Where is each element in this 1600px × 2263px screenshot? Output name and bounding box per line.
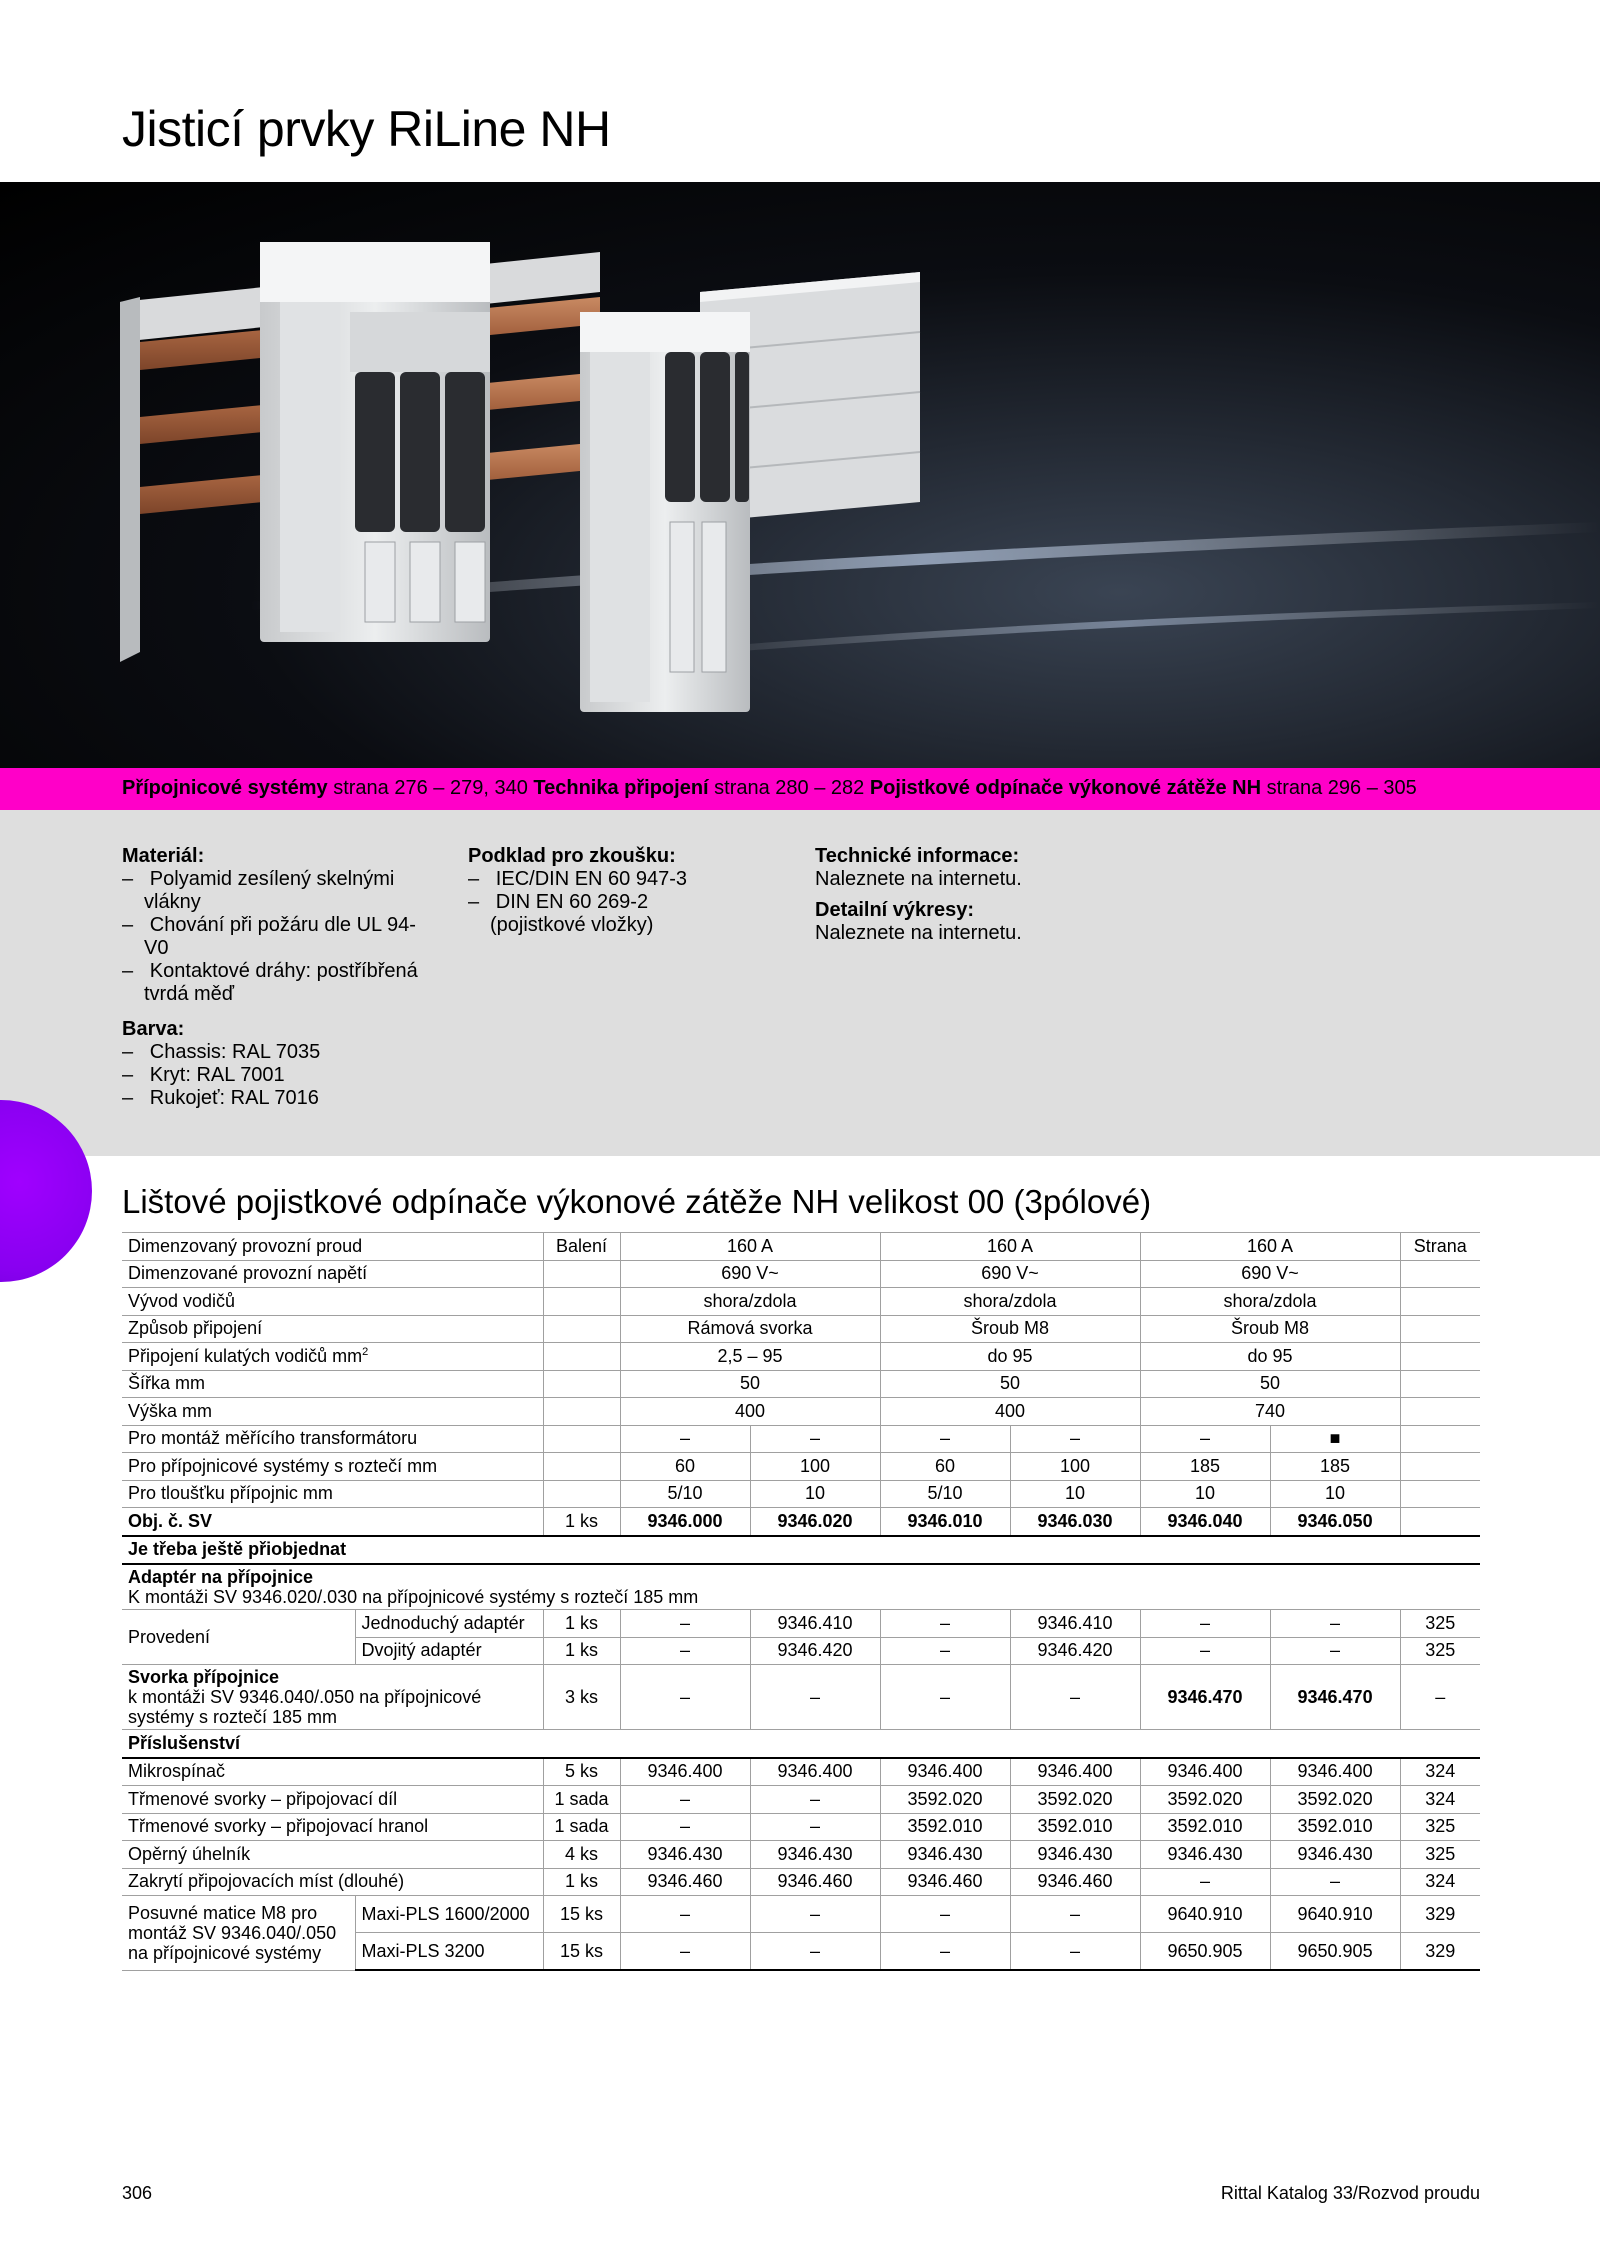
table-row (122, 1370, 1480, 1398)
table-cell: 50 (1140, 1370, 1400, 1398)
table-cell: 9346.460 (1010, 1868, 1140, 1896)
table-cell: 160 A (880, 1233, 1140, 1261)
table-cell: Šroub M8 (880, 1315, 1140, 1343)
table-cell: – (750, 1665, 880, 1730)
table-cell: Třmenové svorky – připojovací díl (122, 1786, 543, 1814)
table-cell (543, 1453, 620, 1481)
table-cell: 60 (880, 1453, 1010, 1481)
info-panel (0, 810, 1600, 1156)
table-cell: shora/zdola (880, 1288, 1140, 1316)
table-cell: 1 ks (543, 1508, 620, 1536)
table-cell (1400, 1453, 1480, 1481)
table-cell: 9346.400 (1140, 1758, 1270, 1786)
table-cell: – (620, 1610, 750, 1638)
table-cell: 2,5 – 95 (620, 1343, 880, 1371)
table-row (122, 1315, 1480, 1343)
table-cell: 325 (1400, 1610, 1480, 1638)
table-cell: – (880, 1896, 1010, 1933)
table-row (122, 1758, 1480, 1786)
table-cell: 9346.030 (1010, 1508, 1140, 1536)
table-cell: 9346.420 (1010, 1637, 1140, 1665)
table-cell: Způsob připojení (122, 1315, 543, 1343)
table-cell: 9346.430 (1010, 1841, 1140, 1869)
table-cell: 1 ks (543, 1868, 620, 1896)
table-cell: 9346.410 (750, 1610, 880, 1638)
table-cell: – (1270, 1610, 1400, 1638)
table-row (122, 1813, 1480, 1841)
table-cell: 3592.020 (1270, 1786, 1400, 1814)
table-cell: Jednoduchý adaptér (355, 1610, 543, 1638)
table-cell: 3592.020 (1010, 1786, 1140, 1814)
table-cell: 3592.020 (880, 1786, 1010, 1814)
table-cell: 9650.905 (1140, 1933, 1270, 1971)
table-cell: – (620, 1933, 750, 1971)
table-cell: – (1140, 1637, 1270, 1665)
table-group-header (122, 1536, 1480, 1565)
table-cell: 185 (1140, 1453, 1270, 1481)
table-cell (543, 1370, 620, 1398)
table-cell: 9346.430 (1140, 1841, 1270, 1869)
reference-bar: Přípojnicové systémy strana 276 – 279, 340 Technika připojení strana 280 – 282 Pojistkové odpínače výkonové zátěže NH strana 296 – 305 (0, 768, 1600, 810)
table-row (122, 1260, 1480, 1288)
table-cell: 9346.470 (1270, 1665, 1400, 1730)
table-cell: Obj. č. SV (122, 1508, 543, 1536)
table-cell: 60 (620, 1453, 750, 1481)
table-cell (1400, 1288, 1480, 1316)
table-cell: 9346.430 (750, 1841, 880, 1869)
table-cell: Pro přípojnicové systémy s roztečí mm (122, 1453, 543, 1481)
table-cell: – (1140, 1610, 1270, 1638)
table-cell: 329 (1400, 1933, 1480, 1971)
table-cell: 9346.430 (1270, 1841, 1400, 1869)
table-cell (543, 1425, 620, 1453)
table-cell: 15 ks (543, 1896, 620, 1933)
riline-nh-illustration (0, 182, 1600, 768)
table-cell: 325 (1400, 1841, 1480, 1869)
table-cell: Maxi-PLS 1600/2000 (355, 1896, 543, 1933)
table-cell: 10 (1270, 1480, 1400, 1508)
table-cell: – (1010, 1665, 1140, 1730)
table-cell: 160 A (620, 1233, 880, 1261)
table-row (122, 1233, 1480, 1261)
table-cell: – (750, 1786, 880, 1814)
table-cell: Šířka mm (122, 1370, 543, 1398)
table-row-busbar-clamp (122, 1665, 1480, 1730)
table-cell: Svorka přípojnice k montáži SV 9346.040/.050 na přípojnicové systémy s roztečí 185 mm (122, 1665, 543, 1730)
table-cell: 690 V~ (880, 1260, 1140, 1288)
table-cell: 325 (1400, 1813, 1480, 1841)
table-cell: Dvojitý adaptér (355, 1637, 543, 1665)
table-cell: 100 (750, 1453, 880, 1481)
table-cell (543, 1343, 620, 1371)
table-cell: 9346.430 (620, 1841, 750, 1869)
spec-table (122, 1232, 1480, 1971)
table-cell: 5/10 (880, 1480, 1010, 1508)
table-cell (543, 1480, 620, 1508)
table-row (122, 1896, 1480, 1933)
table-row (122, 1480, 1480, 1508)
table-cell (1400, 1260, 1480, 1288)
table-cell: 740 (1140, 1398, 1400, 1426)
table-cell: – (750, 1896, 880, 1933)
table-cell: 9346.400 (1270, 1758, 1400, 1786)
table-cell: 329 (1400, 1896, 1480, 1933)
table-cell: 9346.040 (1140, 1508, 1270, 1536)
table-cell: – (620, 1637, 750, 1665)
table-cell: 9346.000 (620, 1508, 750, 1536)
table-cell: Pro montáž měřícího transformátoru (122, 1425, 543, 1453)
product-photo (0, 182, 1600, 768)
table-cell: 690 V~ (1140, 1260, 1400, 1288)
info-col-material: Materiál: – Polyamid zesílený skelnými vlákny – Chování při požáru dle UL 94-V0 – Kontaktové dráhy: postříbřená tvrdá měď Barva: – Chassis: RAL 7035 – Kryt: RAL 7001 – Rukojeť: RAL 7016 (122, 845, 418, 1109)
table-cell: Dimenzovaný provozní proud (122, 1233, 543, 1261)
section-title: Lištové pojistkové odpínače výkonové zátěže NH velikost 00 (3pólové) (122, 1183, 1152, 1220)
table-cell: 100 (1010, 1453, 1140, 1481)
table-cell: 5/10 (620, 1480, 750, 1508)
table-cell: – (1270, 1637, 1400, 1665)
table-cell: – (1140, 1425, 1270, 1453)
table-cell: – (1270, 1868, 1400, 1896)
table-cell: – (620, 1896, 750, 1933)
table-cell: – (620, 1665, 750, 1730)
table-cell: shora/zdola (620, 1288, 880, 1316)
table-cell: – (750, 1933, 880, 1971)
table-cell: 325 (1400, 1637, 1480, 1665)
table-cell: 9650.905 (1270, 1933, 1400, 1971)
table-cell: Posuvné matice M8 pro montáž SV 9346.040/.050 na přípojnicové systémy (122, 1896, 355, 1971)
table-cell: 9346.420 (750, 1637, 880, 1665)
table-cell: Opěrný úhelník (122, 1841, 543, 1869)
table-cell: 160 A (1140, 1233, 1400, 1261)
table-cell (1400, 1480, 1480, 1508)
table-cell: – (880, 1933, 1010, 1971)
table-cell (1400, 1508, 1480, 1536)
table-cell: 9346.460 (750, 1868, 880, 1896)
table-cell: Balení (543, 1233, 620, 1261)
table-cell: 3592.010 (1010, 1813, 1140, 1841)
table-cell: 400 (880, 1398, 1140, 1426)
info-col-testing: Podklad pro zkoušku: – IEC/DIN EN 60 947-3 – DIN EN 60 269-2 (pojistkové vložky) (468, 845, 687, 936)
table-cell (543, 1315, 620, 1343)
table-row (122, 1343, 1480, 1371)
table-cell: 10 (1140, 1480, 1270, 1508)
ref-connection-technology[interactable]: Technika připojení (533, 777, 709, 799)
table-cell: 324 (1400, 1758, 1480, 1786)
table-cell (543, 1260, 620, 1288)
table-cell: Výška mm (122, 1398, 543, 1426)
table-cell: Provedení (122, 1610, 355, 1665)
table-cell: 324 (1400, 1786, 1480, 1814)
table-cell: – (880, 1665, 1010, 1730)
table-cell (543, 1288, 620, 1316)
table-row (122, 1868, 1480, 1896)
table-group-header (122, 1730, 1480, 1758)
table-cell: 3 ks (543, 1665, 620, 1730)
table-cell: Šroub M8 (1140, 1315, 1400, 1343)
table-row (122, 1453, 1480, 1481)
ref-busbar-systems[interactable]: Přípojnicové systémy (122, 777, 328, 799)
table-cell: do 95 (1140, 1343, 1400, 1371)
table-cell: 9346.400 (880, 1758, 1010, 1786)
table-cell: 3592.010 (1140, 1813, 1270, 1841)
table-cell: shora/zdola (1140, 1288, 1400, 1316)
table-row (122, 1841, 1480, 1869)
table-cell: – (620, 1786, 750, 1814)
table-cell: 9346.460 (620, 1868, 750, 1896)
table-cell: ■ (1270, 1425, 1400, 1453)
table-cell: 9346.050 (1270, 1508, 1400, 1536)
table-cell (1400, 1343, 1480, 1371)
table-cell: – (1010, 1896, 1140, 1933)
table-cell: Adaptér na přípojnice K montáži SV 9346.020/.030 na přípojnicové systémy s roztečí 185 mm (122, 1564, 1480, 1610)
table-cell: – (880, 1610, 1010, 1638)
table-cell: Vývod vodičů (122, 1288, 543, 1316)
table-cell (1400, 1398, 1480, 1426)
table-cell: – (750, 1425, 880, 1453)
table-cell: Rámová svorka (620, 1315, 880, 1343)
table-cell: 9640.910 (1270, 1896, 1400, 1933)
table-row (122, 1288, 1480, 1316)
catalog-name: Rittal Katalog 33/Rozvod proudu (1220, 2183, 1480, 2203)
table-row (122, 1610, 1480, 1638)
table-cell: 1 ks (543, 1637, 620, 1665)
table-cell: Mikrospínač (122, 1758, 543, 1786)
table-cell: Třmenové svorky – připojovací hranol (122, 1813, 543, 1841)
table-cell (543, 1398, 620, 1426)
table-cell: – (1140, 1868, 1270, 1896)
table-cell: 400 (620, 1398, 880, 1426)
table-row-order-number (122, 1508, 1480, 1536)
table-cell: 1 sada (543, 1786, 620, 1814)
table-cell: 185 (1270, 1453, 1400, 1481)
table-cell: 1 sada (543, 1813, 620, 1841)
table-cell: Maxi-PLS 3200 (355, 1933, 543, 1971)
table-cell: – (620, 1425, 750, 1453)
table-cell: 15 ks (543, 1933, 620, 1971)
table-cell: 3592.010 (880, 1813, 1010, 1841)
table-cell: Strana (1400, 1233, 1480, 1261)
table-cell: 3592.010 (1270, 1813, 1400, 1841)
table-cell (1400, 1370, 1480, 1398)
table-cell: 9346.400 (750, 1758, 880, 1786)
table-cell: 5 ks (543, 1758, 620, 1786)
table-cell: 690 V~ (620, 1260, 880, 1288)
table-cell: 9346.020 (750, 1508, 880, 1536)
table-cell: 9346.400 (620, 1758, 750, 1786)
table-cell: 9346.470 (1140, 1665, 1270, 1730)
table-cell: Příslušenství (122, 1730, 1480, 1758)
table-cell: Dimenzované provozní napětí (122, 1260, 543, 1288)
table-cell: 9346.410 (1010, 1610, 1140, 1638)
table-cell: 9346.460 (880, 1868, 1010, 1896)
table-cell: 324 (1400, 1868, 1480, 1896)
table-cell: Je třeba ještě přiobjednat (122, 1536, 1480, 1565)
table-cell: Připojení kulatých vodičů $mm^2$ (122, 1343, 543, 1371)
table-cell: – (880, 1637, 1010, 1665)
table-cell: 3592.020 (1140, 1786, 1270, 1814)
table-cell: 50 (620, 1370, 880, 1398)
ref-nh-switches[interactable]: Pojistkové odpínače výkonové zátěže NH (869, 777, 1262, 799)
page-title: Jisticí prvky RiLine NH (122, 101, 611, 157)
table-cell: – (750, 1813, 880, 1841)
table-cell: – (1400, 1665, 1480, 1730)
table-cell: 9346.400 (1010, 1758, 1140, 1786)
page-number: 306 (122, 2183, 153, 2203)
table-cell: 9640.910 (1140, 1896, 1270, 1933)
table-row (122, 1398, 1480, 1426)
table-cell: Pro tloušťku přípojnic mm (122, 1480, 543, 1508)
table-cell: – (1010, 1425, 1140, 1453)
table-cell: 1 ks (543, 1610, 620, 1638)
table-row-adapter-title (122, 1564, 1480, 1610)
table-cell: 9346.010 (880, 1508, 1010, 1536)
table-row (122, 1786, 1480, 1814)
table-cell: 10 (1010, 1480, 1140, 1508)
table-cell: do 95 (880, 1343, 1140, 1371)
table-cell (1400, 1425, 1480, 1453)
table-cell: – (1010, 1933, 1140, 1971)
table-cell: – (880, 1425, 1010, 1453)
table-cell: – (620, 1813, 750, 1841)
table-cell: 50 (880, 1370, 1140, 1398)
table-cell: Zakrytí připojovacích míst (dlouhé) (122, 1868, 543, 1896)
table-cell: 10 (750, 1480, 880, 1508)
table-row (122, 1425, 1480, 1453)
table-cell: 4 ks (543, 1841, 620, 1869)
table-cell: 9346.430 (880, 1841, 1010, 1869)
table-cell (1400, 1315, 1480, 1343)
info-col-technical: Technické informace: Naleznete na internetu. Detailní výkresy: Naleznete na internetu. (815, 845, 1022, 944)
